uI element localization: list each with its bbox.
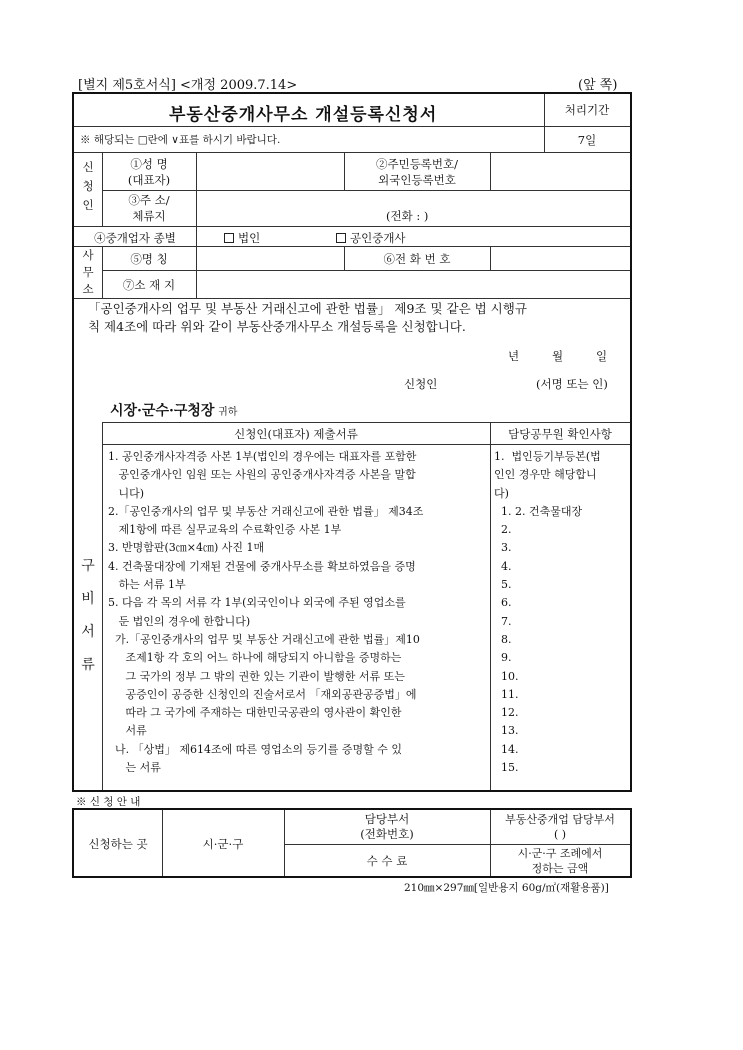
document-line: 조제1항 각 호의 어느 하나에 해당되지 아니함을 증명하는 xyxy=(108,651,402,665)
document-line: 나. 「상법」 제614조에 따른 영업소의 등기를 증명할 수 있 xyxy=(108,742,402,756)
document-line: 공인중개사인 임원 또는 사원의 공인중개사자격증 사본을 말합 xyxy=(108,468,416,482)
document-line: 인인 경우만 해당합니 xyxy=(494,468,597,482)
document-line: 13. xyxy=(494,724,519,738)
official-check-list xyxy=(494,448,628,777)
fee-label: 수 수 료 xyxy=(366,854,408,868)
guide-label: ※ 신 청 안 내 xyxy=(76,796,141,808)
instruction-note: ※ 해당되는 □란에 ∨표를 하시기 바랍니다. xyxy=(80,134,281,146)
applicant-section-label: 신 청 인 xyxy=(82,160,94,212)
submitted-documents-header: 신청인(대표자) 제출서류 xyxy=(234,427,358,441)
paper-spec: 210㎜×297㎜[일반용지 60g/㎡(재활용품)] xyxy=(404,882,609,894)
document-line: 8. xyxy=(494,632,512,646)
document-line: 다) xyxy=(494,486,509,500)
form-number: [별지 제5호서식] <개정 2009.7.14> xyxy=(78,78,298,93)
document-line: 12. xyxy=(494,706,519,720)
page-side: (앞 쪽) xyxy=(578,78,618,93)
form-title: 부동산중개사무소 개설등록신청서 xyxy=(169,105,438,125)
document-line: 6. xyxy=(494,596,512,610)
date-day: 일 xyxy=(596,349,608,363)
business-type-broker[interactable]: 공인중개사 xyxy=(336,230,406,246)
document-line: 3. 반명함판(3㎝×4㎝) 사진 1매 xyxy=(108,541,265,555)
signature-field[interactable]: (서명 또는 인) xyxy=(536,377,608,391)
document-line: 서류 xyxy=(108,724,147,738)
department-label: 담당부서 (전화번호) xyxy=(360,812,414,841)
document-line: 7. xyxy=(494,614,512,628)
processing-period-value: 7일 xyxy=(577,133,597,147)
name-field[interactable] xyxy=(198,154,342,188)
applicant-phone: (전화 : ) xyxy=(386,209,429,223)
document-line: 제1항에 따른 실무교육의 수료확인증 사본 1부 xyxy=(108,523,342,537)
official-check-header: 담당공무원 확인사항 xyxy=(508,427,612,441)
document-line: 14. xyxy=(494,742,519,756)
applicant-signature-label: 신청인 xyxy=(404,377,438,391)
office-phone-label: ⑥전 화 번 호 xyxy=(383,252,451,266)
department-value: 부동산중개업 담당부서 ( ) xyxy=(505,813,615,841)
processing-period-label: 처리기간 xyxy=(564,103,610,117)
application-guide-table xyxy=(72,808,632,878)
document-line: 4. xyxy=(494,559,512,573)
address-label: ③주 소/ 체류지 xyxy=(128,193,170,223)
broker-checkbox[interactable] xyxy=(336,233,346,243)
recipient: 시장·군수·구청장 귀하 xyxy=(110,403,238,419)
document-line: 니다) xyxy=(108,486,145,500)
application-statement: 「공인중개사의 업무 및 부동산 거래신고에 관한 법률」 제9조 및 같은 법 시행규 칙 제4조에 따라 위와 같이 부동산중개사무소 개설등록을 신청합니다. xyxy=(88,301,527,334)
document-line: 10. xyxy=(494,669,519,683)
submitted-documents-list xyxy=(108,448,488,777)
document-line: 2. xyxy=(494,523,512,537)
business-type-corporation[interactable]: 법인 xyxy=(224,230,260,246)
application-place-label: 신청하는 곳 xyxy=(88,837,148,851)
registration-number-field[interactable] xyxy=(492,154,628,188)
registration-number-label: ②주민등록번호/ 외국인등록번호 xyxy=(375,157,459,187)
document-line: 는 서류 xyxy=(108,761,161,775)
document-line: 그 국가의 정부 그 밖의 권한 있는 기관이 발행한 서류 또는 xyxy=(108,669,405,683)
application-form xyxy=(72,92,632,792)
business-type-label: ④중개업자 종별 xyxy=(94,231,176,245)
document-line: 따라 그 국가에 주재하는 대한민국공관의 영사관이 확인한 xyxy=(108,706,402,720)
document-line: 1. 법인등기부등본(법 xyxy=(494,450,601,463)
fee-value: 시·군·구 조례에서 정하는 금액 xyxy=(517,847,603,875)
document-line: 둔 법인의 경우에 한합니다) xyxy=(108,614,251,628)
office-section-label: 사 무 소 xyxy=(82,248,94,296)
office-location-label: ⑦소 재 지 xyxy=(122,278,176,292)
name-label: ①성 명 (대표자) xyxy=(127,157,171,187)
document-line: 1. 공인중개사자격증 사본 1부(법인의 경우에는 대표자를 포함한 xyxy=(108,450,417,463)
document-line: 하는 서류 1부 xyxy=(108,578,186,592)
document-line: 5. xyxy=(494,578,512,592)
application-place-value: 시·군·구 xyxy=(202,837,244,851)
documents-section-label: 구 비 서 류 xyxy=(81,558,95,673)
document-line: 2.「공인중개사의 업무 및 부동산 거래신고에 관한 법률」 제34조 xyxy=(108,504,424,518)
document-line: 3. xyxy=(494,541,512,555)
office-phone-field[interactable] xyxy=(492,248,628,268)
date-year: 년 xyxy=(508,349,520,363)
office-name-field[interactable] xyxy=(198,248,342,268)
office-name-label: ⑤명 칭 xyxy=(130,252,168,266)
document-line: 15. xyxy=(494,761,519,775)
document-line: 1. 2. 건축물대장 xyxy=(494,504,583,518)
date-month: 월 xyxy=(552,349,564,363)
document-line: 공증인이 공증한 신청인의 진술서로서 「재외공관공증법」에 xyxy=(108,687,417,701)
document-line: 4. 건축물대장에 기재된 건물에 중개사무소를 확보하였음을 증명 xyxy=(108,559,416,573)
corporation-checkbox[interactable] xyxy=(224,233,234,243)
document-line: 5. 다음 각 목의 서류 각 1부(외국인이나 외국에 주된 영업소를 xyxy=(108,596,406,610)
office-location-field[interactable] xyxy=(198,272,628,296)
document-line: 11. xyxy=(494,687,519,701)
document-line: 9. xyxy=(494,651,512,665)
document-line: 가.「공인중개사의 업무 및 부동산 거래신고에 관한 법률」제10 xyxy=(108,632,420,646)
